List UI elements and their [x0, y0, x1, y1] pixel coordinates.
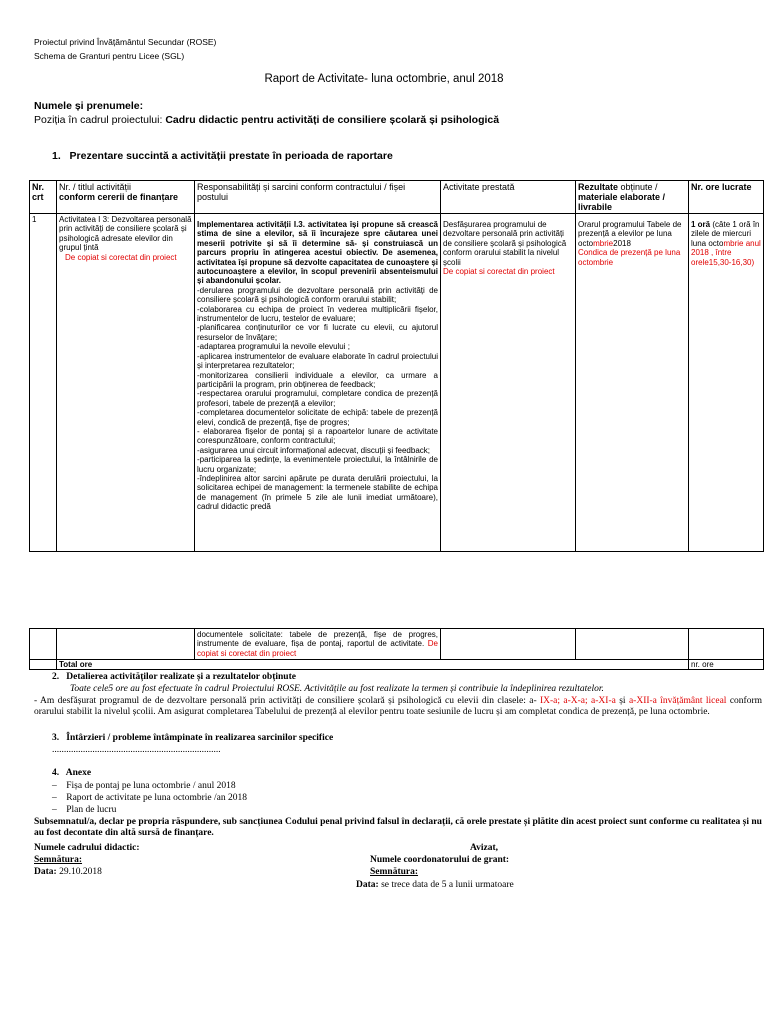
resp-line: -completarea documentelor solicitate de echipă: tabele de prezență elevi, condică de prezență, fișe de progres; — [197, 408, 438, 427]
scheme-name: Schema de Granturi pentru Licee (SGL) — [34, 51, 185, 61]
row-responsibilities — [195, 214, 441, 552]
section-1-title: Prezentare succintă a activității prestate în perioada de raportare — [69, 150, 393, 162]
section-1-number: 1. — [52, 150, 61, 162]
project-name: Proiectul privind Învățământul Secundar (ROSE) — [34, 37, 217, 47]
declaration: Subsemnatul/a, declar pe propria răspundere, sub sancțiunea Codului penal privind falsul în declarații, că orele prestate și plătite din acest proiect sunt conforme cu realitatea și nu au fost decontate din altă sursă de finanțare. — [34, 817, 762, 838]
date-label: Data: — [34, 867, 57, 877]
coordinator-date-value: se trece data de 5 a lunii urmatoare — [381, 880, 514, 890]
row-results-tail: 2018 — [613, 238, 631, 248]
header-results-a: Rezultate — [578, 182, 619, 192]
annex-item-text: Plan de lucru — [66, 805, 117, 815]
header-activity-title: Nr. / titlul activității — [59, 182, 132, 192]
report-title: Raport de Activitate- luna octombrie, anul 2018 — [264, 73, 504, 85]
total-cell — [30, 660, 57, 670]
header-activity — [57, 181, 195, 214]
annex-item: – Plan de lucru — [52, 805, 117, 815]
avizat-label: Avizat, — [470, 843, 499, 853]
resp-line: -monitorizarea consilierii individuale a elevilor, ca urmare a participării la program, prin obținerea de feedback; — [197, 370, 438, 389]
coordinator-name-label: Numele coordonatorului de grant: — [370, 855, 510, 865]
annex-item-text: Fișa de pontaj pe luna octombrie / anul 2018 — [66, 781, 236, 791]
resp-line: -îndeplinirea altor sarcini apărute pe durata derulării proiectului, la solicitarea echipei de management: la termenele stabilite de echipa de management (în primele 5 zile ale lunii imediat următoare), cadrul didactic predă — [197, 473, 438, 512]
row-results — [576, 214, 689, 552]
row-activity-done-note: De copiat si corectat din proiect — [443, 267, 555, 277]
position-value: Cadru didactic pentru activități de consiliere școlară și psihologică — [165, 114, 500, 126]
row-hours-bold: 1 oră — [691, 220, 711, 229]
position-line — [34, 114, 499, 126]
coordinator-signature-label: Semnătura: — [370, 867, 419, 877]
row-hours — [689, 214, 764, 552]
position-label: Poziția în cadrul proiectului: — [34, 114, 163, 126]
section-2-heading — [52, 672, 296, 683]
row-nr: 1 — [30, 214, 57, 552]
row-activity-note: De copiat si corectat din proiect — [65, 252, 177, 262]
coordinator-date-label: Data: — [356, 880, 379, 890]
section-3-number: 3. — [52, 733, 60, 743]
activity-table-continued — [29, 628, 764, 670]
section-2-paragraph — [34, 696, 762, 718]
header-activity-sub: conform cererii de finanțare — [59, 192, 179, 202]
section-2-text: - Am desfășurat programul de de dezvoltare personală prin activități de consiliere școlară și psihologică cu elevii din clasele: a- — [34, 696, 540, 706]
row-results-note: Condica de prezență pe luna octombrie — [578, 248, 681, 267]
section-2-classes: IX-a; a-X-a; a-XI-a — [539, 696, 616, 706]
resp-line: Implementarea activității I.3. activitatea își propune să crească stima de sine a elevilor, să îi încurajeze spre căutarea unei meserii potrivite și să îi determine să- și construiască un parcurs propriu în atingerea acestui obiectiv. De asemenea, activitatea își propune să dezvolte capacitatea de cunoaștere și autocunoaștere a elevilor, în scopul prevenirii absenteismului și abandonului școlar. — [197, 220, 438, 286]
annex-item: – Fișa de pontaj pe luna octombrie / anul 2018 — [52, 781, 236, 791]
section-2-classes-2: a-XII-a învățământ liceal — [628, 696, 727, 706]
resp-line: -planificarea conținuturilor ce vor fi lucrate cu elevii, cu ajutorul resurselor de învățare; — [197, 323, 438, 342]
cont-cell — [30, 629, 57, 660]
section-2-and: și — [615, 696, 629, 706]
row-activity-text: Activitatea I 3: Dezvoltarea personală prin activități de consiliere școlară și psihologică adresate elevilor din grupul țintă — [59, 215, 192, 253]
header-nr: Nr. crt — [30, 181, 57, 214]
section-2-number: 2. — [52, 672, 60, 682]
section-3-heading — [52, 733, 333, 744]
total-value: nr. ore — [689, 660, 764, 670]
table-row — [30, 214, 764, 552]
name-label: Numele și prenumele: — [34, 100, 144, 112]
row-hours-red: mbrie anul 2018 , între orele15,30-16,30) — [691, 238, 761, 267]
total-row — [30, 660, 764, 670]
section-2-end: conform orarului stabilit la nivelul școlii. Am asigurat completarea Tabelului de prezență al elevilor pentru toate sesiunile de lucru și am completat condica de prezență, pe luna octombrie. — [34, 696, 762, 717]
cont-responsibilities — [195, 629, 441, 660]
row-activity-done — [441, 214, 576, 552]
resp-line: -derularea programului de dezvoltare personală prin activități de consiliere școlară și psihologică conform orarului stabilit; — [197, 285, 438, 305]
section-2-italic: Toate cele5 ore au fost efectuate în cadrul Proiectului ROSE. Activitățile au fost realizate la termen și contribuie la îndeplinirea rezultatelor. — [70, 684, 604, 694]
annex-item-text: Raport de activitate pe luna octombrie /an 2018 — [66, 793, 247, 803]
row-activity-done-text: Desfășurarea programului de dezvoltare personală prin activități de consiliere școlară și psihologică conform orarului stabilit la nivelul școlii — [443, 220, 567, 267]
header-responsibilities: Responsabilități și sarcini conform contractului / fișei postului — [195, 181, 441, 214]
resp-line: -aplicarea instrumentelor de evaluare elaborate în cadrul proiectului și interpretarea rezultatelor; — [197, 351, 438, 371]
cont-cell — [441, 629, 576, 660]
table-row — [30, 629, 764, 660]
header-results-b: obținute / — [620, 182, 658, 192]
date-value: 29.10.2018 — [59, 867, 102, 877]
cont-note: De copiat si corectat din proiect — [197, 639, 438, 658]
resp-line: -respectarea orarului programului, completare condica de prezență profesori, tabele de prezență a elevilor; — [197, 389, 438, 408]
cont-cell — [576, 629, 689, 660]
cont-text: documentele solicitate: tabele de prezență, fișe de progres, instrumente de evaluare, fișa de pontaj, raportul de activitate. — [197, 630, 438, 649]
resp-line: - elaborarea fișelor de pontaj și a rapoartelor lunare de activitate corespunzătoare, conform contractului; — [197, 426, 438, 446]
row-activity — [57, 214, 195, 552]
header-activity-done: Activitate prestată — [441, 181, 576, 214]
header-results — [576, 181, 689, 214]
activity-table — [29, 180, 764, 552]
section-4-number: 4. — [52, 768, 60, 778]
resp-line: -asigurarea unui circuit informațional adecvat, discuții și feedback; — [197, 445, 431, 455]
cont-cell — [689, 629, 764, 660]
resp-line: -adaptarea programului la nevoile elevului ; — [197, 342, 350, 352]
total-label: Total ore — [57, 660, 689, 670]
section-3-dots: ....................................................................... — [52, 745, 221, 755]
date-line — [34, 867, 102, 878]
annex-item: – Raport de activitate pe luna octombrie /an 2018 — [52, 793, 247, 803]
section-1-heading — [52, 150, 393, 162]
signature-label: Semnătura: — [34, 855, 83, 865]
cont-cell — [57, 629, 195, 660]
header-hours: Nr. ore lucrate — [689, 181, 764, 214]
row-results-text: Orarul programului Tabele de prezență a elevilor pe luna octo — [578, 220, 682, 248]
section-3-title: Întârzieri / probleme întâmpinate în realizarea sarcinilor specifice — [66, 733, 334, 743]
teacher-name-label: Numele cadrului didactic: — [34, 843, 140, 853]
header-results-c: materiale elaborate / livrabile — [578, 192, 666, 212]
section-4-title: Anexe — [65, 768, 92, 778]
section-4-heading — [52, 768, 91, 779]
table-header-row — [30, 181, 764, 214]
row-hours-text: (câte 1 oră în zilele de miercuri luna octo — [691, 220, 760, 248]
row-results-red: mbrie — [593, 238, 614, 248]
resp-line: -colaborarea cu echipa de proiect în vederea multiplicării fișelor, instrumentelor de lucru, testelor de evaluare; — [197, 304, 438, 324]
section-2-title: Detalierea activităților realizate și a rezultatelor obținute — [66, 672, 296, 682]
resp-line: -participarea la ședințe, la evenimentele proiectului, la întâlnirile de lucru organizate; — [197, 455, 438, 474]
coordinator-date-line — [356, 880, 514, 891]
